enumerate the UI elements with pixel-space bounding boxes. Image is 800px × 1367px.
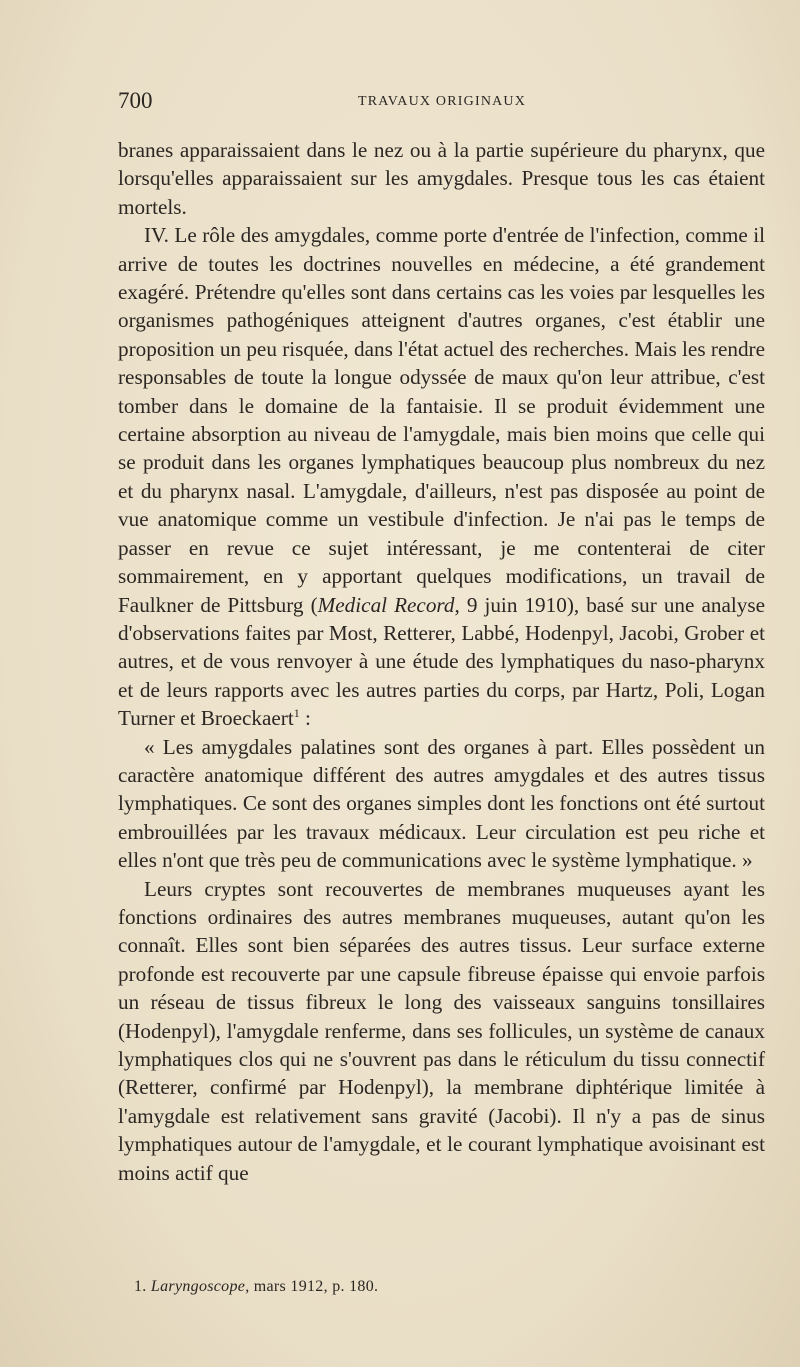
quotation-paragraph: « Les amygdales palatines sont des organes à part. Elles possèdent un caractère anatomique différent des autres amygdales et des autres tissus lymphatiques. Ce sont des organes simples dont les fonctions ont été surtout embrouillées par les travaux médicaux. Leur circulation est peu riche et elles n'ont que très peu de communications avec le système lymphatique. » [118, 734, 765, 873]
body-text [118, 136, 765, 1187]
paragraph-text: IV. Le rôle des amygdales, comme porte d'entrée de l'infection, comme il arrive de toutes les doctrines nouvelles en médecine, a été grandement exagéré. Prétendre qu'elles sont dans certains cas les voies par lesquelles les organismes pathogéniques atteignent d'autres organes, c'est établir une proposition un peu risquée, dans l'état actuel des recherches. Mais les rendre responsables de toute la longue odyssée de maux qu'on leur attribue, c'est tomber dans le domaine de la fantaisie. Il se produit évidemment une certaine absorption au niveau de l'amygdale, mais bien moins que celle qui se produit dans les organes lymphatiques beaucoup plus nombreux du nez et du pharynx nasal. L'amygdale, d'ailleurs, n'est pas disposée au point de vue anatomique comme un vestibule d'infection. Je n'ai pas le temps de passer en revue ce sujet intéressant, je me contenterai de citer sommairement, en y apportant quelques modifications, un travail de Faulkner de Pittsburg ( [118, 223, 765, 617]
paragraph-section-iv [118, 221, 765, 732]
paragraph-text: : [299, 706, 311, 731]
journal-title: Medical Record [317, 592, 455, 617]
page-header [118, 88, 763, 118]
footnote [134, 1276, 754, 1298]
paragraph-cryptes: Leurs cryptes sont recouvertes de membranes muqueuses ayant les fonctions ordinaires des autres membranes muqueuses, autant qu'on les connaît. Elles sont bien séparées des autres tissus. Leur surface externe profonde est recouverte par une capsule fibreuse épaisse qui envoie parfois un réseau de tissus fibreux le long des vaisseaux sanguins tonsillaires (Hodenpyl), l'amygdale renferme, dans ses follicules, un système de canaux lymphatiques clos qui ne s'ouvrent pas dans le réticulum du tissu connectif (Retterer, confirmé par Hodenpyl), la membrane diphtérique limitée à l'amygdale est relativement sans gravité (Jacobi). Il n'y a pas de sinus lymphatiques autour de l'amygdale, et le courant lymphatique avoisinant est moins actif que [118, 876, 765, 1185]
page-number: 700 [118, 88, 153, 113]
paragraph-text: , 9 juin 1910), basé sur une analyse d'observations faites par Most, Retterer, Labbé, Hodenpyl, Jacobi, Grober et autres, et de vous renvoyer à une étude des lymphatiques du naso-pharynx et de leurs rapports avec les autres parties du corps, par Hartz, Poli, Logan Turner et Broeckaert [118, 592, 765, 731]
running-head: TRAVAUX ORIGINAUX [358, 94, 527, 109]
footnote-citation: , mars 1912, p. 180. [245, 1278, 379, 1295]
footnote-reference: 1 [293, 706, 300, 721]
paragraph-continued: branes apparaissaient dans le nez ou à la partie supérieure du pharynx, que lorsqu'elles apparaissaient sur les amygdales. Presque tous les cas étaient mortels. [118, 138, 765, 219]
footnote-number: 1. [134, 1278, 147, 1295]
footnote-journal: Laryngoscope [150, 1278, 246, 1295]
